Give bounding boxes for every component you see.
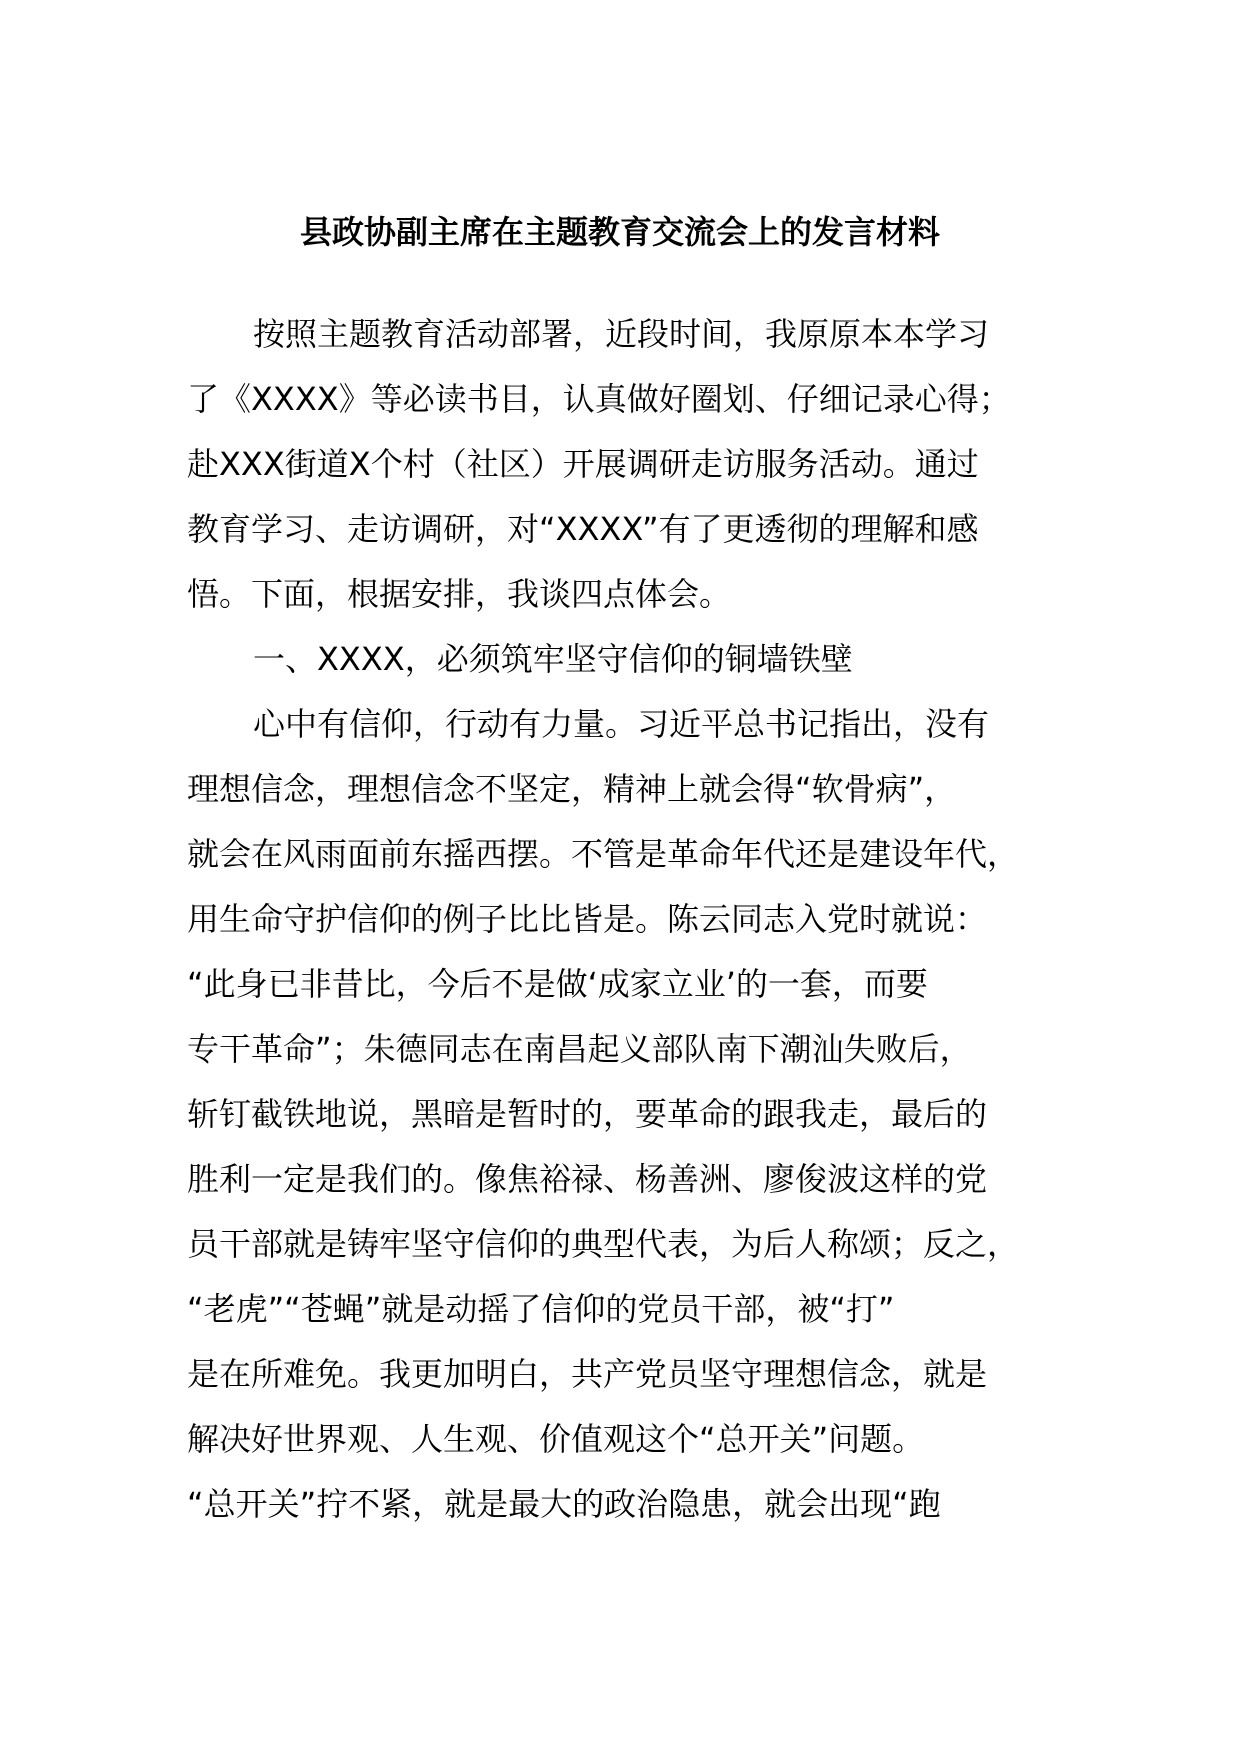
body-line: 专干革命”；朱德同志在南昌起义部队南下潮汕失败后， <box>187 1030 972 1068</box>
body-line: 了《XXXX》等必读书目，认真做好圈划、仔细记录心得； <box>187 380 1011 418</box>
body-line: 赴XXX街道X个村（社区）开展调研走访服务活动。通过 <box>187 445 979 483</box>
body-line: 就会在风雨面前东摇西摆。不管是革命年代还是建设年代， <box>187 835 1020 873</box>
body-line: 心中有信仰，行动有力量。习近平总书记指出，没有 <box>253 705 990 743</box>
body-line: “老虎”“苍蝇”就是动摇了信仰的党员干部，被“打” <box>187 1290 895 1328</box>
body-line: 解决好世界观、人生观、价值观这个“总开关”问题。 <box>187 1420 925 1458</box>
body-line: 一、XXXX，必须筑牢坚守信仰的铜墙铁壁 <box>253 640 853 678</box>
body-line: 理想信念，理想信念不坚定，精神上就会得“软骨病”， <box>187 770 957 808</box>
body-line: 斩钉截铁地说，黑暗是暂时的，要革命的跟我走，最后的 <box>187 1095 988 1133</box>
body-line: 悟。下面，根据安排，我谈四点体会。 <box>187 575 732 613</box>
body-line: 用生命守护信仰的例子比比皆是。陈云同志入党时就说： <box>187 900 988 938</box>
body-line: 教育学习、走访调研，对“XXXX”有了更透彻的理解和感 <box>187 510 979 548</box>
document-body <box>187 302 1067 1537</box>
body-line: 是在所难免。我更加明白，共产党员坚守理想信念，就是 <box>187 1355 988 1393</box>
body-line: “总开关”拧不紧，就是最大的政治隐患，就会出现“跑 <box>187 1485 941 1523</box>
body-line: “此身已非昔比，今后不是做‘成家立业’的一套，而要 <box>187 965 928 1003</box>
body-line: 员干部就是铸牢坚守信仰的典型代表，为后人称颂；反之， <box>187 1225 1020 1263</box>
document-title: 县政协副主席在主题教育交流会上的发言材料 <box>299 213 940 251</box>
body-line: 胜利一定是我们的。像焦裕禄、杨善洲、廖俊波这样的党 <box>187 1160 988 1198</box>
body-line: 按照主题教育活动部署，近段时间，我原原本本学习 <box>253 315 990 353</box>
